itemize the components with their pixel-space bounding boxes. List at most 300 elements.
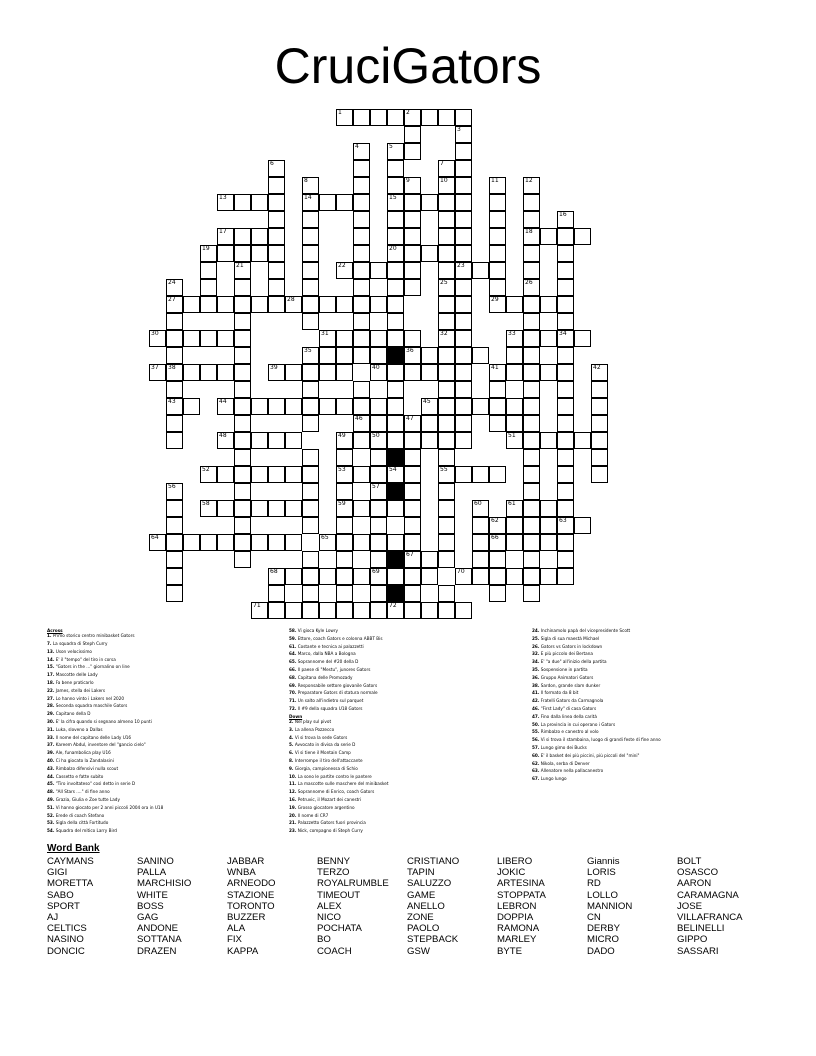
- grid-cell[interactable]: [200, 245, 217, 262]
- grid-cell[interactable]: [540, 517, 557, 534]
- grid-cell[interactable]: [523, 415, 540, 432]
- grid-cell[interactable]: [336, 296, 353, 313]
- grid-cell[interactable]: [387, 194, 404, 211]
- grid-cell[interactable]: [404, 602, 421, 619]
- grid-cell[interactable]: [404, 534, 421, 551]
- grid-cell[interactable]: [370, 432, 387, 449]
- grid-cell[interactable]: [268, 194, 285, 211]
- grid-cell[interactable]: [455, 262, 472, 279]
- grid-cell[interactable]: [336, 432, 353, 449]
- grid-cell[interactable]: [302, 381, 319, 398]
- grid-cell[interactable]: [472, 398, 489, 415]
- grid-cell[interactable]: [200, 279, 217, 296]
- grid-cell[interactable]: [302, 313, 319, 330]
- grid-cell[interactable]: [302, 211, 319, 228]
- grid-cell[interactable]: [455, 568, 472, 585]
- grid-cell[interactable]: [336, 194, 353, 211]
- grid-cell[interactable]: [149, 330, 166, 347]
- grid-cell[interactable]: [387, 466, 404, 483]
- grid-cell[interactable]: [404, 347, 421, 364]
- grid-cell[interactable]: [455, 466, 472, 483]
- grid-cell[interactable]: [557, 483, 574, 500]
- grid-cell[interactable]: [234, 330, 251, 347]
- grid-cell[interactable]: [387, 279, 404, 296]
- grid-cell[interactable]: [302, 449, 319, 466]
- grid-cell[interactable]: [302, 602, 319, 619]
- grid-cell[interactable]: [489, 262, 506, 279]
- grid-cell[interactable]: [251, 228, 268, 245]
- grid-cell[interactable]: [336, 466, 353, 483]
- grid-cell[interactable]: [370, 109, 387, 126]
- grid-cell[interactable]: [268, 466, 285, 483]
- grid-cell[interactable]: [489, 381, 506, 398]
- grid-cell[interactable]: [166, 568, 183, 585]
- grid-cell[interactable]: [557, 228, 574, 245]
- grid-cell[interactable]: [387, 500, 404, 517]
- grid-cell[interactable]: [370, 534, 387, 551]
- grid-cell[interactable]: [234, 551, 251, 568]
- grid-cell[interactable]: [302, 245, 319, 262]
- grid-cell[interactable]: [506, 296, 523, 313]
- grid-cell[interactable]: [268, 398, 285, 415]
- grid-cell[interactable]: [370, 551, 387, 568]
- grid-cell[interactable]: [591, 398, 608, 415]
- grid-cell[interactable]: [319, 347, 336, 364]
- grid-cell[interactable]: [336, 262, 353, 279]
- grid-cell[interactable]: [455, 228, 472, 245]
- grid-cell[interactable]: [251, 245, 268, 262]
- grid-cell[interactable]: [200, 262, 217, 279]
- grid-cell[interactable]: [353, 534, 370, 551]
- grid-cell[interactable]: [370, 449, 387, 466]
- grid-cell[interactable]: [387, 211, 404, 228]
- grid-cell[interactable]: [183, 534, 200, 551]
- grid-cell[interactable]: [557, 432, 574, 449]
- grid-cell[interactable]: [268, 585, 285, 602]
- grid-cell[interactable]: [200, 296, 217, 313]
- grid-cell[interactable]: [268, 602, 285, 619]
- grid-cell[interactable]: [438, 517, 455, 534]
- grid-cell[interactable]: [387, 432, 404, 449]
- grid-cell[interactable]: [574, 432, 591, 449]
- grid-cell[interactable]: [353, 262, 370, 279]
- grid-cell[interactable]: [523, 517, 540, 534]
- grid-cell[interactable]: [387, 415, 404, 432]
- grid-cell[interactable]: [370, 398, 387, 415]
- grid-cell[interactable]: [353, 432, 370, 449]
- grid-cell[interactable]: [251, 602, 268, 619]
- grid-cell[interactable]: [336, 551, 353, 568]
- grid-cell[interactable]: [540, 500, 557, 517]
- grid-cell[interactable]: [557, 330, 574, 347]
- grid-cell[interactable]: [166, 381, 183, 398]
- grid-cell[interactable]: [404, 585, 421, 602]
- grid-cell[interactable]: [489, 534, 506, 551]
- grid-cell[interactable]: [540, 296, 557, 313]
- grid-cell[interactable]: [557, 279, 574, 296]
- grid-cell[interactable]: [523, 466, 540, 483]
- grid-cell[interactable]: [404, 364, 421, 381]
- grid-cell[interactable]: [438, 381, 455, 398]
- grid-cell[interactable]: [336, 517, 353, 534]
- grid-cell[interactable]: [404, 483, 421, 500]
- grid-cell[interactable]: [234, 262, 251, 279]
- grid-cell[interactable]: [268, 500, 285, 517]
- grid-cell[interactable]: [591, 432, 608, 449]
- grid-cell[interactable]: [421, 551, 438, 568]
- grid-cell[interactable]: [455, 211, 472, 228]
- grid-cell[interactable]: [336, 364, 353, 381]
- grid-cell[interactable]: [438, 194, 455, 211]
- grid-cell[interactable]: [234, 500, 251, 517]
- grid-cell[interactable]: [302, 483, 319, 500]
- grid-cell[interactable]: [557, 381, 574, 398]
- grid-cell[interactable]: [472, 347, 489, 364]
- grid-cell[interactable]: [540, 534, 557, 551]
- grid-cell[interactable]: [523, 364, 540, 381]
- grid-cell[interactable]: [404, 126, 421, 143]
- grid-cell[interactable]: [353, 568, 370, 585]
- grid-cell[interactable]: [557, 568, 574, 585]
- grid-cell[interactable]: [404, 245, 421, 262]
- grid-cell[interactable]: [489, 585, 506, 602]
- grid-cell[interactable]: [404, 143, 421, 160]
- grid-cell[interactable]: [234, 194, 251, 211]
- grid-cell[interactable]: [438, 551, 455, 568]
- grid-cell[interactable]: [506, 500, 523, 517]
- grid-cell[interactable]: [387, 381, 404, 398]
- grid-cell[interactable]: [557, 364, 574, 381]
- grid-cell[interactable]: [302, 500, 319, 517]
- grid-cell[interactable]: [438, 160, 455, 177]
- grid-cell[interactable]: [336, 347, 353, 364]
- grid-cell[interactable]: [387, 109, 404, 126]
- grid-cell[interactable]: [404, 517, 421, 534]
- grid-cell[interactable]: [268, 177, 285, 194]
- grid-cell[interactable]: [302, 347, 319, 364]
- grid-cell[interactable]: [166, 330, 183, 347]
- grid-cell[interactable]: [404, 228, 421, 245]
- grid-cell[interactable]: [387, 398, 404, 415]
- grid-cell[interactable]: [387, 568, 404, 585]
- grid-cell[interactable]: [319, 364, 336, 381]
- grid-cell[interactable]: [387, 160, 404, 177]
- grid-cell[interactable]: [455, 398, 472, 415]
- grid-cell[interactable]: [472, 500, 489, 517]
- grid-cell[interactable]: [421, 398, 438, 415]
- grid-cell[interactable]: [200, 500, 217, 517]
- grid-cell[interactable]: [421, 109, 438, 126]
- grid-cell[interactable]: [438, 296, 455, 313]
- grid-cell[interactable]: [166, 296, 183, 313]
- grid-cell[interactable]: [285, 296, 302, 313]
- grid-cell[interactable]: [336, 449, 353, 466]
- grid-cell[interactable]: [455, 296, 472, 313]
- grid-cell[interactable]: [506, 347, 523, 364]
- grid-cell[interactable]: [166, 517, 183, 534]
- grid-cell[interactable]: [557, 551, 574, 568]
- grid-cell[interactable]: [217, 398, 234, 415]
- grid-cell[interactable]: [387, 330, 404, 347]
- grid-cell[interactable]: [370, 585, 387, 602]
- grid-cell[interactable]: [285, 602, 302, 619]
- grid-cell[interactable]: [353, 109, 370, 126]
- grid-cell[interactable]: [370, 500, 387, 517]
- grid-cell[interactable]: [217, 466, 234, 483]
- grid-cell[interactable]: [489, 415, 506, 432]
- grid-cell[interactable]: [234, 313, 251, 330]
- grid-cell[interactable]: [438, 364, 455, 381]
- grid-cell[interactable]: [557, 245, 574, 262]
- grid-cell[interactable]: [404, 177, 421, 194]
- grid-cell[interactable]: [302, 551, 319, 568]
- grid-cell[interactable]: [523, 568, 540, 585]
- grid-cell[interactable]: [217, 245, 234, 262]
- grid-cell[interactable]: [268, 228, 285, 245]
- grid-cell[interactable]: [523, 228, 540, 245]
- grid-cell[interactable]: [438, 347, 455, 364]
- grid-cell[interactable]: [268, 279, 285, 296]
- grid-cell[interactable]: [234, 245, 251, 262]
- grid-cell[interactable]: [302, 194, 319, 211]
- grid-cell[interactable]: [319, 534, 336, 551]
- grid-cell[interactable]: [455, 415, 472, 432]
- grid-cell[interactable]: [438, 500, 455, 517]
- grid-cell[interactable]: [200, 466, 217, 483]
- grid-cell[interactable]: [234, 381, 251, 398]
- grid-cell[interactable]: [285, 364, 302, 381]
- grid-cell[interactable]: [353, 398, 370, 415]
- grid-cell[interactable]: [166, 483, 183, 500]
- grid-cell[interactable]: [438, 585, 455, 602]
- grid-cell[interactable]: [455, 177, 472, 194]
- grid-cell[interactable]: [506, 534, 523, 551]
- grid-cell[interactable]: [404, 262, 421, 279]
- grid-cell[interactable]: [523, 432, 540, 449]
- grid-cell[interactable]: [319, 398, 336, 415]
- grid-cell[interactable]: [166, 551, 183, 568]
- grid-cell[interactable]: [353, 177, 370, 194]
- grid-cell[interactable]: [234, 228, 251, 245]
- grid-cell[interactable]: [234, 296, 251, 313]
- grid-cell[interactable]: [540, 330, 557, 347]
- grid-cell[interactable]: [472, 466, 489, 483]
- grid-cell[interactable]: [166, 415, 183, 432]
- grid-cell[interactable]: [438, 177, 455, 194]
- grid-cell[interactable]: [268, 432, 285, 449]
- grid-cell[interactable]: [523, 347, 540, 364]
- grid-cell[interactable]: [489, 398, 506, 415]
- grid-cell[interactable]: [523, 177, 540, 194]
- grid-cell[interactable]: [506, 415, 523, 432]
- grid-cell[interactable]: [302, 466, 319, 483]
- grid-cell[interactable]: [370, 296, 387, 313]
- grid-cell[interactable]: [489, 211, 506, 228]
- grid-cell[interactable]: [438, 466, 455, 483]
- grid-cell[interactable]: [523, 330, 540, 347]
- grid-cell[interactable]: [438, 330, 455, 347]
- grid-cell[interactable]: [217, 364, 234, 381]
- grid-cell[interactable]: [336, 602, 353, 619]
- grid-cell[interactable]: [387, 296, 404, 313]
- grid-cell[interactable]: [404, 568, 421, 585]
- grid-cell[interactable]: [506, 398, 523, 415]
- grid-cell[interactable]: [438, 432, 455, 449]
- grid-cell[interactable]: [506, 364, 523, 381]
- grid-cell[interactable]: [455, 126, 472, 143]
- grid-cell[interactable]: [472, 262, 489, 279]
- grid-cell[interactable]: [455, 330, 472, 347]
- grid-cell[interactable]: [455, 143, 472, 160]
- grid-cell[interactable]: [336, 534, 353, 551]
- grid-cell[interactable]: [523, 279, 540, 296]
- grid-cell[interactable]: [166, 534, 183, 551]
- grid-cell[interactable]: [421, 194, 438, 211]
- grid-cell[interactable]: [404, 449, 421, 466]
- grid-cell[interactable]: [166, 398, 183, 415]
- grid-cell[interactable]: [523, 262, 540, 279]
- grid-cell[interactable]: [370, 517, 387, 534]
- grid-cell[interactable]: [523, 211, 540, 228]
- grid-cell[interactable]: [183, 330, 200, 347]
- grid-cell[interactable]: [268, 296, 285, 313]
- grid-cell[interactable]: [268, 534, 285, 551]
- grid-cell[interactable]: [455, 313, 472, 330]
- grid-cell[interactable]: [421, 415, 438, 432]
- grid-cell[interactable]: [302, 279, 319, 296]
- grid-cell[interactable]: [557, 449, 574, 466]
- grid-cell[interactable]: [302, 364, 319, 381]
- grid-cell[interactable]: [268, 245, 285, 262]
- grid-cell[interactable]: [455, 245, 472, 262]
- grid-cell[interactable]: [302, 568, 319, 585]
- grid-cell[interactable]: [183, 296, 200, 313]
- grid-cell[interactable]: [183, 398, 200, 415]
- grid-cell[interactable]: [336, 568, 353, 585]
- grid-cell[interactable]: [404, 109, 421, 126]
- grid-cell[interactable]: [302, 398, 319, 415]
- grid-cell[interactable]: [200, 534, 217, 551]
- grid-cell[interactable]: [438, 534, 455, 551]
- grid-cell[interactable]: [353, 347, 370, 364]
- grid-cell[interactable]: [336, 398, 353, 415]
- grid-cell[interactable]: [268, 364, 285, 381]
- grid-cell[interactable]: [557, 534, 574, 551]
- grid-cell[interactable]: [285, 500, 302, 517]
- grid-cell[interactable]: [234, 432, 251, 449]
- grid-cell[interactable]: [540, 228, 557, 245]
- grid-cell[interactable]: [234, 347, 251, 364]
- grid-cell[interactable]: [489, 194, 506, 211]
- grid-cell[interactable]: [268, 262, 285, 279]
- grid-cell[interactable]: [472, 568, 489, 585]
- grid-cell[interactable]: [591, 449, 608, 466]
- grid-cell[interactable]: [353, 330, 370, 347]
- grid-cell[interactable]: [455, 432, 472, 449]
- grid-cell[interactable]: [166, 347, 183, 364]
- grid-cell[interactable]: [200, 364, 217, 381]
- grid-cell[interactable]: [302, 415, 319, 432]
- grid-cell[interactable]: [472, 534, 489, 551]
- grid-cell[interactable]: [302, 296, 319, 313]
- grid-cell[interactable]: [251, 296, 268, 313]
- grid-cell[interactable]: [251, 398, 268, 415]
- grid-cell[interactable]: [455, 381, 472, 398]
- grid-cell[interactable]: [387, 602, 404, 619]
- grid-cell[interactable]: [421, 364, 438, 381]
- grid-cell[interactable]: [523, 398, 540, 415]
- grid-cell[interactable]: [234, 279, 251, 296]
- grid-cell[interactable]: [489, 228, 506, 245]
- grid-cell[interactable]: [353, 245, 370, 262]
- grid-cell[interactable]: [353, 228, 370, 245]
- grid-cell[interactable]: [319, 568, 336, 585]
- grid-cell[interactable]: [234, 415, 251, 432]
- grid-cell[interactable]: [421, 245, 438, 262]
- grid-cell[interactable]: [438, 602, 455, 619]
- grid-cell[interactable]: [455, 364, 472, 381]
- grid-cell[interactable]: [353, 602, 370, 619]
- grid-cell[interactable]: [489, 466, 506, 483]
- grid-cell[interactable]: [557, 296, 574, 313]
- grid-cell[interactable]: [302, 517, 319, 534]
- grid-cell[interactable]: [353, 211, 370, 228]
- grid-cell[interactable]: [421, 432, 438, 449]
- grid-cell[interactable]: [523, 245, 540, 262]
- grid-cell[interactable]: [404, 500, 421, 517]
- grid-cell[interactable]: [455, 279, 472, 296]
- grid-cell[interactable]: [370, 602, 387, 619]
- grid-cell[interactable]: [557, 500, 574, 517]
- grid-cell[interactable]: [387, 534, 404, 551]
- grid-cell[interactable]: [166, 500, 183, 517]
- grid-cell[interactable]: [523, 194, 540, 211]
- grid-cell[interactable]: [387, 313, 404, 330]
- grid-cell[interactable]: [353, 500, 370, 517]
- grid-cell[interactable]: [302, 177, 319, 194]
- grid-cell[interactable]: [540, 364, 557, 381]
- grid-cell[interactable]: [489, 245, 506, 262]
- grid-cell[interactable]: [370, 347, 387, 364]
- grid-cell[interactable]: [370, 262, 387, 279]
- grid-cell[interactable]: [591, 381, 608, 398]
- grid-cell[interactable]: [370, 330, 387, 347]
- grid-cell[interactable]: [387, 364, 404, 381]
- grid-cell[interactable]: [557, 517, 574, 534]
- grid-cell[interactable]: [166, 432, 183, 449]
- grid-cell[interactable]: [234, 483, 251, 500]
- grid-cell[interactable]: [472, 551, 489, 568]
- grid-cell[interactable]: [455, 160, 472, 177]
- grid-cell[interactable]: [404, 551, 421, 568]
- grid-cell[interactable]: [217, 330, 234, 347]
- grid-cell[interactable]: [438, 211, 455, 228]
- grid-cell[interactable]: [574, 330, 591, 347]
- grid-cell[interactable]: [438, 415, 455, 432]
- grid-cell[interactable]: [302, 228, 319, 245]
- grid-cell[interactable]: [251, 534, 268, 551]
- grid-cell[interactable]: [591, 466, 608, 483]
- grid-cell[interactable]: [523, 449, 540, 466]
- grid-cell[interactable]: [438, 109, 455, 126]
- grid-cell[interactable]: [557, 313, 574, 330]
- grid-cell[interactable]: [234, 517, 251, 534]
- grid-cell[interactable]: [370, 415, 387, 432]
- grid-cell[interactable]: [217, 534, 234, 551]
- grid-cell[interactable]: [523, 500, 540, 517]
- grid-cell[interactable]: [506, 517, 523, 534]
- grid-cell[interactable]: [421, 568, 438, 585]
